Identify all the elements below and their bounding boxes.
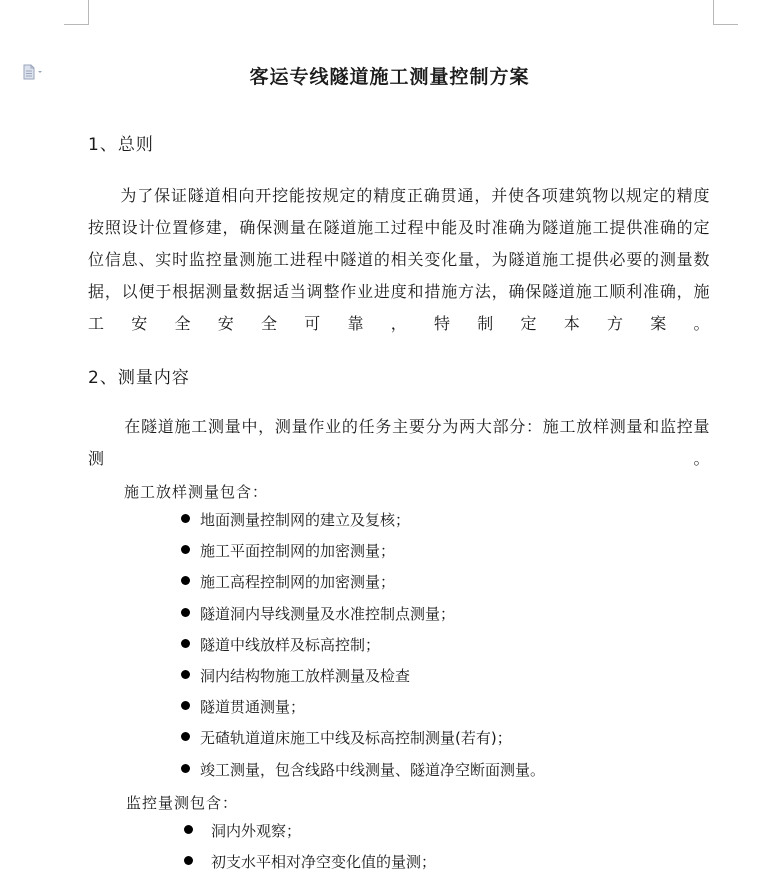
bullet-icon (181, 764, 190, 773)
bullet-icon (181, 701, 190, 710)
bullet-icon (181, 670, 190, 679)
bullet-icon (181, 639, 190, 648)
list-item: 隧道贯通测量； (181, 692, 545, 723)
list-item: 隧道中线放样及标高控制； (181, 630, 545, 661)
list-item: 地面测量控制网的建立及复核； (181, 505, 545, 536)
list-item: 施工平面控制网的加密测量； (181, 536, 545, 567)
bullet-icon (181, 545, 190, 554)
list-item: 初支水平相对净空变化值的量测； (184, 847, 436, 878)
bullet-icon (184, 825, 193, 834)
general-paragraph-text: 为了保证隧道相向开挖能按规定的精度正确贯通，并使各项建筑物以规定的精度按照设计位置修建，确保测量在隧道施工过程中能及时准确为隧道施工提供准确的定位信息、实时监控量测施工进程中隧道的相关变化量，为隧道施工提供必要的测量数据，以便于根据测量数据适当调整作业进度和措施方法，确保隧道施工顺利准确，施工安全安全可靠，特制定本方案。 (88, 186, 710, 333)
bullet-icon (181, 576, 190, 585)
section-heading-general: 1、总则 (88, 135, 154, 155)
list-item: 无碴轨道道床施工中线及标高控制测量(若有)； (181, 723, 545, 754)
monitoring-list (184, 816, 436, 878)
layout-survey-list (181, 505, 545, 786)
general-paragraph (88, 180, 710, 340)
list-item: 洞内外观察； (184, 816, 436, 847)
page-corner-mark (64, 0, 89, 25)
monitoring-label: 监控量测包含： (126, 794, 239, 812)
list-item: 洞内结构物施工放样测量及检查 (181, 661, 545, 692)
bullet-icon (181, 608, 190, 617)
bullet-icon (181, 732, 190, 741)
content-paragraph (88, 411, 710, 475)
document-title: 客运专线隧道施工测量控制方案 (249, 66, 530, 88)
list-item: 竣工测量，包含线路中线测量、隧道净空断面测量。 (181, 755, 545, 786)
layout-survey-label: 施工放样测量包含： (124, 483, 269, 501)
list-item: 施工高程控制网的加密测量； (181, 567, 545, 598)
bullet-icon (181, 514, 190, 523)
section-heading-content: 2、测量内容 (88, 368, 190, 388)
list-item: 隧道洞内导线测量及水准控制点测量； (181, 599, 545, 630)
page-corner-mark (713, 0, 738, 25)
bullet-icon (184, 856, 193, 865)
content-paragraph-text: 在隧道施工测量中，测量作业的任务主要分为两大部分：施工放样测量和监控量测。 (88, 417, 710, 468)
